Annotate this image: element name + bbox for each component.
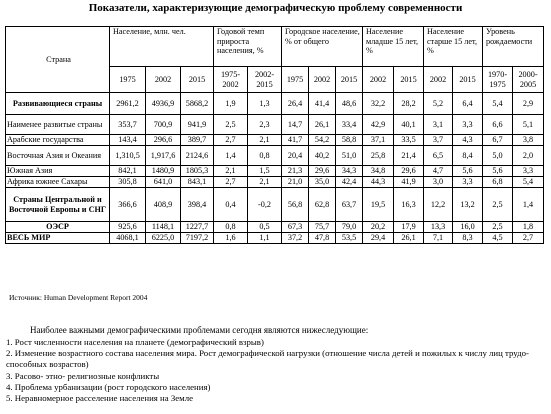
value-cell: 53,5 [336, 233, 363, 244]
value-cell: 296,6 [146, 135, 181, 146]
value-cell: 843,1 [181, 177, 214, 188]
value-cell: 14,7 [282, 115, 309, 135]
value-cell: 941,9 [181, 115, 214, 135]
year-header: 2002 [146, 67, 181, 93]
value-cell: 842,1 [110, 166, 146, 177]
group-header-over-15: Население старше 15 лет, % [424, 27, 483, 67]
value-cell: 353,7 [110, 115, 146, 135]
value-cell: 700,9 [146, 115, 181, 135]
value-cell: 2,9 [513, 93, 544, 115]
value-cell: 40,1 [394, 115, 424, 135]
value-cell: 29,4 [363, 233, 394, 244]
value-cell: 1,8 [513, 222, 544, 233]
value-cell: 641,0 [146, 177, 181, 188]
value-cell: 7,1 [424, 233, 453, 244]
table-row [6, 222, 544, 233]
value-cell: 0,5 [248, 222, 282, 233]
value-cell: 33,5 [394, 135, 424, 146]
value-cell: 16,0 [453, 222, 483, 233]
country-cell: Наименее развитые страны [6, 115, 110, 135]
value-cell: 48,6 [336, 93, 363, 115]
value-cell: 34,8 [363, 166, 394, 177]
value-cell: 4,7 [424, 166, 453, 177]
value-cell: 29,6 [309, 166, 336, 177]
value-cell: 366,6 [110, 188, 146, 222]
list-item: 3. Расово- этно- религиозные конфликты [6, 370, 160, 381]
value-cell: 12,2 [424, 188, 453, 222]
value-cell: 5,4 [483, 93, 513, 115]
value-cell: 1,6 [214, 233, 248, 244]
country-cell: Развивающиеся страны [6, 93, 110, 115]
value-cell: 1480,9 [146, 166, 181, 177]
table-row [6, 146, 544, 166]
value-cell: 2,5 [214, 115, 248, 135]
value-cell: 305,8 [110, 177, 146, 188]
country-cell: Восточная Азия и Океания [6, 146, 110, 166]
value-cell: 40,2 [309, 146, 336, 166]
value-cell: 26,1 [394, 233, 424, 244]
value-cell: 26,1 [309, 115, 336, 135]
value-cell: 37,1 [363, 135, 394, 146]
value-cell: 8,4 [453, 146, 483, 166]
value-cell: 1,9 [214, 93, 248, 115]
value-cell: 1805,3 [181, 166, 214, 177]
value-cell: 1148,1 [146, 222, 181, 233]
value-cell: 54,2 [309, 135, 336, 146]
value-cell: 3,0 [424, 177, 453, 188]
value-cell: 41,4 [309, 93, 336, 115]
value-cell: 2,0 [513, 146, 544, 166]
list-item: 1. Рост численности населения на планете (демографический взрыв) [6, 337, 264, 347]
value-cell: 1,1 [248, 233, 282, 244]
value-cell: 4068,1 [110, 233, 146, 244]
value-cell: 21,4 [394, 146, 424, 166]
table-row [6, 135, 544, 146]
value-cell: 62,8 [309, 188, 336, 222]
value-cell: 25,8 [363, 146, 394, 166]
value-cell: 3,3 [513, 166, 544, 177]
value-cell: 0,8 [214, 222, 248, 233]
value-cell: 41,7 [282, 135, 309, 146]
value-cell: 7197,2 [181, 233, 214, 244]
value-cell: 6225,0 [146, 233, 181, 244]
value-cell: 56,8 [282, 188, 309, 222]
value-cell: 1,310,5 [110, 146, 146, 166]
year-header: 2015 [336, 67, 363, 93]
value-cell: 63,7 [336, 188, 363, 222]
value-cell: 3,7 [424, 135, 453, 146]
value-cell: 42,4 [336, 177, 363, 188]
value-cell: 75,7 [309, 222, 336, 233]
table-row [6, 93, 544, 115]
value-cell: 6,4 [453, 93, 483, 115]
value-cell: 34,3 [336, 166, 363, 177]
year-header: 2002 [424, 67, 453, 93]
value-cell: 1,3 [248, 93, 282, 115]
value-cell: 5,6 [453, 166, 483, 177]
group-header-urban-population: Городское население, % от общего [282, 27, 363, 67]
year-header: 2015 [394, 67, 424, 93]
table-body [6, 93, 544, 244]
value-cell: 79,0 [336, 222, 363, 233]
value-cell: 3,3 [453, 177, 483, 188]
value-cell: 408,9 [146, 188, 181, 222]
value-cell: 2,1 [214, 166, 248, 177]
list-item: 2. Изменение возрастного состава населения мира. Рост демографической нагрузки (отношение числа детей и пожилых к числу лиц трудо- [6, 348, 529, 359]
year-header: 2002 [363, 67, 394, 93]
value-cell: -0,2 [248, 188, 282, 222]
value-cell: 5,4 [513, 177, 544, 188]
group-header-population: Население, млн. чел. [110, 27, 214, 67]
value-cell: 21,3 [282, 166, 309, 177]
value-cell: 2,7 [214, 177, 248, 188]
year-header: 1975 [110, 67, 146, 93]
value-cell: 143,4 [110, 135, 146, 146]
year-header: 2015 [453, 67, 483, 93]
value-cell: 6,5 [424, 146, 453, 166]
value-cell: 26,4 [282, 93, 309, 115]
problems-list [6, 337, 546, 404]
group-header-growth-rate: Годовой темп прироста населения, % [214, 27, 282, 67]
value-cell: 37,2 [282, 233, 309, 244]
group-header-fertility: Уровень рождаемости [483, 27, 544, 67]
value-cell: 1,4 [214, 146, 248, 166]
value-cell: 67,3 [282, 222, 309, 233]
value-cell: 8,3 [453, 233, 483, 244]
value-cell: 6,8 [483, 177, 513, 188]
year-header: 2002-2015 [248, 67, 282, 93]
table-row [6, 233, 544, 244]
country-cell: ВЕСЬ МИР [6, 233, 110, 244]
value-cell: 13,3 [424, 222, 453, 233]
page-title: Показатели, характеризующие демографическую проблему современности [88, 2, 463, 14]
value-cell: 3,8 [513, 135, 544, 146]
value-cell: 19,5 [363, 188, 394, 222]
value-cell: 4,3 [453, 135, 483, 146]
value-cell: 2,3 [248, 115, 282, 135]
value-cell: 389,7 [181, 135, 214, 146]
group-header-under-15: Население младше 15 лет, % [363, 27, 424, 67]
value-cell: 2,1 [248, 135, 282, 146]
list-item: 5. Неравномерное расселение населения на Земле [6, 393, 194, 404]
value-cell: 2,1 [248, 177, 282, 188]
value-cell: 47,8 [309, 233, 336, 244]
value-cell: 3,1 [424, 115, 453, 135]
value-cell: 20,2 [363, 222, 394, 233]
value-cell: 5868,2 [181, 93, 214, 115]
value-cell: 925,6 [110, 222, 146, 233]
list-item: способных возрастов) [6, 359, 89, 370]
country-cell: Страны Центральной и Восточной Европы и СНГ [6, 188, 110, 222]
country-cell: Арабские государства [6, 135, 110, 146]
value-cell: 1,5 [248, 166, 282, 177]
value-cell: 2,5 [483, 188, 513, 222]
value-cell: 21,0 [282, 177, 309, 188]
value-cell: 32,2 [363, 93, 394, 115]
demographic-table [5, 26, 544, 244]
value-cell: 1,4 [513, 188, 544, 222]
country-column-header: Страна [6, 27, 110, 93]
value-cell: 42,9 [363, 115, 394, 135]
value-cell: 0,4 [214, 188, 248, 222]
country-cell: ОЭСР [6, 222, 110, 233]
value-cell: 33,4 [336, 115, 363, 135]
year-header: 2015 [181, 67, 214, 93]
value-cell: 2124,6 [181, 146, 214, 166]
value-cell: 28,2 [394, 93, 424, 115]
intro-paragraph: Наиболее важными демографическими проблемами сегодня являются нижеследующие: [30, 325, 369, 335]
value-cell: 41,9 [394, 177, 424, 188]
value-cell: 17,9 [394, 222, 424, 233]
value-cell: 2961,2 [110, 93, 146, 115]
value-cell: 5,1 [513, 115, 544, 135]
value-cell: 3,3 [453, 115, 483, 135]
year-header: 1975 [282, 67, 309, 93]
year-header: 1975-2002 [214, 67, 248, 93]
value-cell: 5,0 [483, 146, 513, 166]
value-cell: 13,2 [453, 188, 483, 222]
table-row [6, 115, 544, 135]
value-cell: 2,7 [513, 233, 544, 244]
value-cell: 44,3 [363, 177, 394, 188]
value-cell: 0,8 [248, 146, 282, 166]
value-cell: 5,6 [483, 166, 513, 177]
country-cell: Южная Азия [6, 166, 110, 177]
value-cell: 20,4 [282, 146, 309, 166]
country-cell: Африка южнее Сахары [6, 177, 110, 188]
value-cell: 6,6 [483, 115, 513, 135]
year-header: 2000-2005 [513, 67, 544, 93]
value-cell: 16,3 [394, 188, 424, 222]
year-header: 1970-1975 [483, 67, 513, 93]
table-row [6, 166, 544, 177]
list-item: 4. Проблема урбанизации (рост городского населения) [6, 381, 211, 392]
value-cell: 58,8 [336, 135, 363, 146]
value-cell: 51,0 [336, 146, 363, 166]
value-cell: 5,2 [424, 93, 453, 115]
value-cell: 1227,7 [181, 222, 214, 233]
value-cell: 6,7 [483, 135, 513, 146]
value-cell: 4936,9 [146, 93, 181, 115]
table-row [6, 177, 544, 188]
table-row [6, 188, 544, 222]
value-cell: 29,6 [394, 166, 424, 177]
value-cell: 1,917,6 [146, 146, 181, 166]
source-note: Источник: Human Development Report 2004 [9, 293, 148, 302]
value-cell: 2,5 [483, 222, 513, 233]
value-cell: 398,4 [181, 188, 214, 222]
value-cell: 35,0 [309, 177, 336, 188]
value-cell: 4,5 [483, 233, 513, 244]
year-header: 2002 [309, 67, 336, 93]
value-cell: 2,7 [214, 135, 248, 146]
